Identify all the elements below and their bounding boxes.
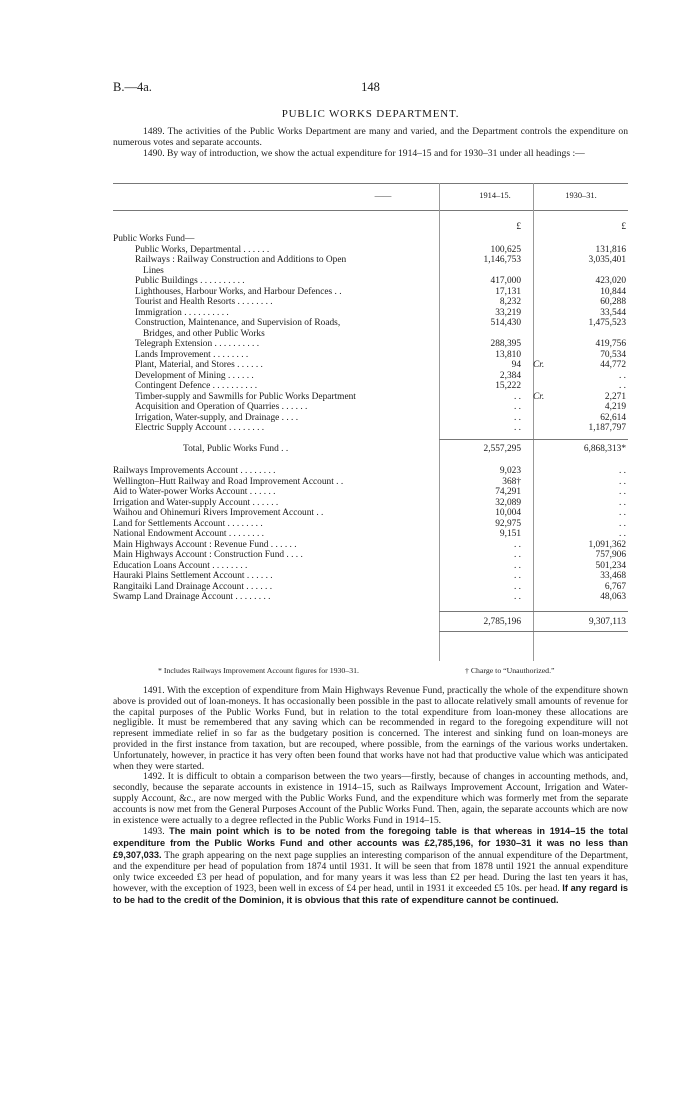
- table-row: [113, 329, 628, 340]
- row-label: Total, Public Works Fund . .: [183, 443, 289, 454]
- value-1914-15: 368†: [502, 476, 521, 487]
- table-row: [113, 508, 628, 519]
- row-label: Waihou and Ohinemuri Rivers Improvement Account . .: [113, 508, 324, 518]
- footnote-star: * Includes Railways Improvement Account figures for 1930–31.: [158, 666, 359, 675]
- value-1930-31: . .: [618, 518, 626, 529]
- value-1930-31: . .: [618, 508, 626, 518]
- row-label: Railways : Railway Construction and Additions to Open: [135, 255, 347, 265]
- total-rule: [439, 439, 628, 440]
- value-1914-15: 10,004: [495, 508, 521, 518]
- row-label: Education Loans Account . . . . . . . .: [113, 560, 248, 571]
- value-1930-31: 501,234: [595, 560, 626, 571]
- table-row: [113, 571, 628, 582]
- table-row: [113, 234, 628, 245]
- value-1914-15: 15,222: [495, 381, 521, 391]
- value-1914-15: . .: [513, 560, 521, 571]
- paragraph-1490: 1490. By way of introduction, we show the actual expenditure for 1914–15 and for 1930–31 under all headings :—: [143, 147, 585, 159]
- value-1930-31: 9,307,113: [588, 616, 626, 627]
- row-label: Plant, Material, and Stores . . . . . .: [135, 360, 263, 370]
- table-row: [113, 255, 628, 266]
- table-row: [113, 487, 628, 498]
- table-row: [113, 381, 628, 392]
- table-row: [113, 444, 628, 455]
- value-1914-15: 2,557,295: [483, 443, 521, 454]
- table-row: [113, 308, 628, 319]
- table-row: [113, 245, 628, 256]
- table-row: [113, 413, 628, 424]
- value-1914-15: 9,151: [499, 529, 521, 539]
- value-1914-15: 417,000: [490, 276, 521, 286]
- page-header: [113, 80, 628, 96]
- paragraph-1492: 1492. It is difficult to obtain a comparison between the two years—firstly, because of changes in accounting methods, and, secondly, because the separate accounts in existence in 1914–15, such as Railways Improvement Account, Irrigation and Water-supply Account, &c., are now merged with the Public Works Fund, and the expenditure which was formerly met from the separate accounts is now met from the General Purposes Account of the Public Works Fund. Then, again, the separate accounts which are now in existence were actually to a degree reflected in the Public Works Fund in 1914–15.: [113, 771, 628, 826]
- value-1914-15: 13,810: [495, 349, 521, 360]
- row-label: Lines: [143, 265, 164, 276]
- table-row: [113, 582, 628, 593]
- row-label: Bridges, and other Public Works: [143, 328, 265, 339]
- table-row: [113, 561, 628, 572]
- value-1914-15: . .: [513, 571, 521, 581]
- value-1930-31: 2,271: [604, 391, 626, 402]
- value-1930-31: 10,844: [600, 286, 626, 297]
- row-label: Electric Supply Account . . . . . . . .: [135, 423, 265, 433]
- table-row: [113, 519, 628, 530]
- row-label: Lighthouses, Harbour Works, and Harbour Defences . .: [135, 286, 342, 297]
- table-bottom-rule: [439, 631, 628, 632]
- value-1930-31: 70,534: [600, 349, 626, 360]
- row-label: Immigration . . . . . . . . . .: [135, 307, 229, 318]
- table-row: [113, 550, 628, 561]
- document-code: B.—4a.: [113, 80, 152, 94]
- column-header-1914-15: 1914–15.: [479, 191, 511, 200]
- page-number: 148: [361, 80, 380, 94]
- currency-symbol-1: £: [516, 222, 521, 232]
- credit-marker-timber: Cr.: [533, 391, 545, 402]
- table-row: [113, 498, 628, 509]
- table-row: [113, 423, 628, 434]
- value-1914-15: 32,089: [495, 497, 521, 508]
- value-1914-15: 514,430: [490, 318, 521, 328]
- row-label: Acquisition and Operation of Quarries . . . . . .: [135, 402, 308, 412]
- table-row: [113, 402, 628, 413]
- value-1914-15: 2,384: [499, 370, 521, 381]
- currency-row: [113, 222, 628, 233]
- value-1914-15: 33,219: [495, 307, 521, 318]
- body-text: [113, 686, 628, 907]
- value-1930-31: . .: [618, 381, 626, 391]
- value-1930-31: . .: [618, 487, 626, 497]
- table-row: [113, 318, 628, 329]
- intro-text: [113, 127, 628, 159]
- row-label: Tourist and Health Resorts . . . . . . . .: [135, 297, 273, 307]
- row-label: Irrigation, Water-supply, and Drainage . . . .: [135, 412, 299, 423]
- credit-marker-plant: Cr.: [533, 360, 545, 370]
- paragraph-1489: 1489. The activities of the Public Works Department are many and varied, and the Department controls the expenditure on numerous votes and separate accounts.: [113, 126, 628, 148]
- table-row: [113, 371, 628, 382]
- value-1914-15: . .: [513, 550, 521, 560]
- paragraph-1493: 1493. The main point which is to be noted from the foregoing table is that whereas in 1914–15 the total expenditure from the Public Works Fund and other accounts was £2,785,196, for 1930–31 it was no less than £9,307,033. The graph appearing on the next page supplies an interesting comparison of the annual expenditure of the Department, and the expenditure per head of population from 1874 until 1931. It will be seen that from 1878 until 1921 the annual expenditure only twice exceeded £3 per head of population, and for many years it was less than £2 per head. During the last ten years it has, however, with the exception of 1923, been well in excess of £4 per head, until in 1931 it exceeded £5 10s. per head. If any regard is to be had to the credit of the Dominion, it is obvious that this rate of expenditure cannot be continued.: [113, 826, 628, 906]
- row-label: Swamp Land Drainage Account . . . . . . . .: [113, 592, 271, 602]
- value-1930-31: 48,063: [600, 592, 626, 602]
- value-1930-31: 60,288: [600, 297, 626, 307]
- row-label: Railways Improvements Account . . . . . . . .: [113, 466, 276, 476]
- row-label: Aid to Water-power Works Account . . . . . .: [113, 487, 276, 497]
- value-1914-15: . .: [513, 581, 521, 592]
- row-label: Telegraph Extension . . . . . . . . . .: [135, 339, 260, 349]
- value-1930-31: 131,816: [595, 244, 626, 255]
- table-row: [113, 266, 628, 277]
- value-1914-15: . .: [513, 391, 521, 402]
- value-1930-31: 4,219: [604, 402, 626, 412]
- value-1930-31: 1,475,523: [588, 318, 626, 328]
- value-1914-15: 17,131: [495, 286, 521, 297]
- table-row: [113, 392, 628, 403]
- value-1914-15: . .: [513, 402, 521, 412]
- value-1914-15: 2,785,196: [483, 616, 521, 627]
- value-1930-31: 62,614: [600, 412, 626, 423]
- value-1930-31: 419,756: [595, 339, 626, 349]
- table-row: [113, 477, 628, 488]
- value-1914-15: . .: [513, 423, 521, 433]
- currency-symbol-2: £: [621, 222, 626, 232]
- row-label: Public Works, Departmental . . . . . .: [135, 244, 270, 255]
- grand-total-rule: [439, 611, 628, 612]
- row-label: Public Buildings . . . . . . . . . .: [135, 276, 245, 286]
- row-label: Main Highways Account : Construction Fund . . . .: [113, 550, 303, 560]
- value-1930-31: . .: [618, 529, 626, 539]
- column-header-1930-31: 1930–31.: [565, 191, 597, 200]
- row-label: Construction, Maintenance, and Supervision of Roads,: [135, 318, 341, 328]
- table-row: [113, 540, 628, 551]
- value-1914-15: 92,975: [495, 518, 521, 529]
- value-1930-31: . .: [618, 370, 626, 381]
- table-row: [113, 360, 628, 371]
- row-label: Lands Improvement . . . . . . . .: [135, 349, 249, 360]
- value-1930-31: 757,906: [595, 550, 626, 560]
- value-1914-15: 100,625: [490, 244, 521, 255]
- page-title: PUBLIC WORKS DEPARTMENT.: [281, 108, 460, 120]
- table-row: [113, 617, 628, 628]
- value-1914-15: 288,395: [490, 339, 521, 349]
- value-1930-31: 3,035,401: [588, 255, 626, 265]
- row-label: Land for Settlements Account . . . . . . . .: [113, 518, 263, 529]
- value-1914-15: 1,146,753: [483, 255, 521, 265]
- value-1914-15: . .: [513, 412, 521, 423]
- row-label: Wellington–Hutt Railway and Road Improvement Account . .: [113, 476, 344, 487]
- value-1930-31: 1,187,797: [588, 423, 626, 433]
- row-label: Public Works Fund—: [113, 234, 195, 244]
- value-1930-31: . .: [618, 476, 626, 487]
- value-1914-15: . .: [513, 539, 521, 550]
- column-header-heading: ——: [374, 191, 392, 200]
- table-top-rule: [113, 183, 628, 184]
- value-1930-31: 6,868,313*: [583, 443, 626, 454]
- value-1914-15: 74,291: [495, 487, 521, 497]
- value-1930-31: . .: [618, 497, 626, 508]
- value-1914-15: . .: [513, 592, 521, 602]
- table-row: [113, 592, 628, 603]
- row-label: Development of Mining . . . . . .: [135, 370, 254, 381]
- footnote-dagger: † Charge to “Unauthorized.”: [465, 666, 555, 675]
- value-1914-15: 9,023: [499, 466, 521, 476]
- expenditure-table: [113, 183, 628, 661]
- value-1914-15: 8,232: [499, 297, 521, 307]
- value-1930-31: 44,772: [600, 360, 626, 370]
- value-1930-31: 423,020: [595, 276, 626, 286]
- row-label: Irrigation and Water-supply Account . . . . . .: [113, 497, 279, 508]
- row-label: Hauraki Plains Settlement Account . . . . . .: [113, 571, 273, 581]
- table-row: [113, 339, 628, 350]
- row-label: Main Highways Account : Revenue Fund . . . . . .: [113, 539, 297, 550]
- table-header-rule: [113, 210, 628, 211]
- paragraph-1491: 1491. With the exception of expenditure from Main Highways Revenue Fund, practically the whole of the expenditure shown above is provided out of loan-moneys. It has occasionally been possible in the past to allocate relatively small amounts of revenue for the capital purposes of the Public Works Fund, but in relation to the total expenditure from loan-money these allocations are negligible. It must be remembered that any saving which can be recommended in regard to the foregoing expenditure will not represent immediate relief in so far as the budgetary position is concerned. The interest and sinking fund on loan-moneys are provided in the first instance from taxation, but are recouped, where possible, from the earnings of the various works undertaken. Unfortunately, however, in practice it has very often been found that works have not had that productive value which was anticipated when they were started.: [113, 685, 628, 772]
- row-label: Timber-supply and Sawmills for Public Works Department: [135, 391, 356, 402]
- value-1930-31: 33,468: [600, 571, 626, 581]
- row-label: National Endowment Account . . . . . . . .: [113, 529, 265, 539]
- emphasis-conclusion: If any regard is to be had to the credit of the Dominion, it is obvious that this rate of expenditure cannot be continued.: [113, 883, 628, 906]
- value-1930-31: . .: [618, 466, 626, 476]
- value-1930-31: 6,767: [604, 581, 626, 592]
- table-row: [113, 350, 628, 361]
- row-label: Rangitaiki Land Drainage Account . . . . . .: [113, 581, 273, 592]
- row-label: Contingent Defence . . . . . . . . . .: [135, 381, 258, 391]
- table-row: [113, 529, 628, 540]
- table-row: [113, 276, 628, 287]
- emphasis-main-point: The main point which is to be noted from the foregoing table is that whereas in 1914–15 the total expenditure from the Public Works Fund and other accounts was £2,785,196, for 1930–31 it was no less than £9,307,033.: [113, 826, 628, 860]
- value-1930-31: 1,091,362: [588, 539, 626, 550]
- table-row: [113, 287, 628, 298]
- table-row: [113, 466, 628, 477]
- value-1930-31: 33,544: [600, 307, 626, 318]
- value-1914-15: 94: [511, 360, 521, 370]
- table-row: [113, 297, 628, 308]
